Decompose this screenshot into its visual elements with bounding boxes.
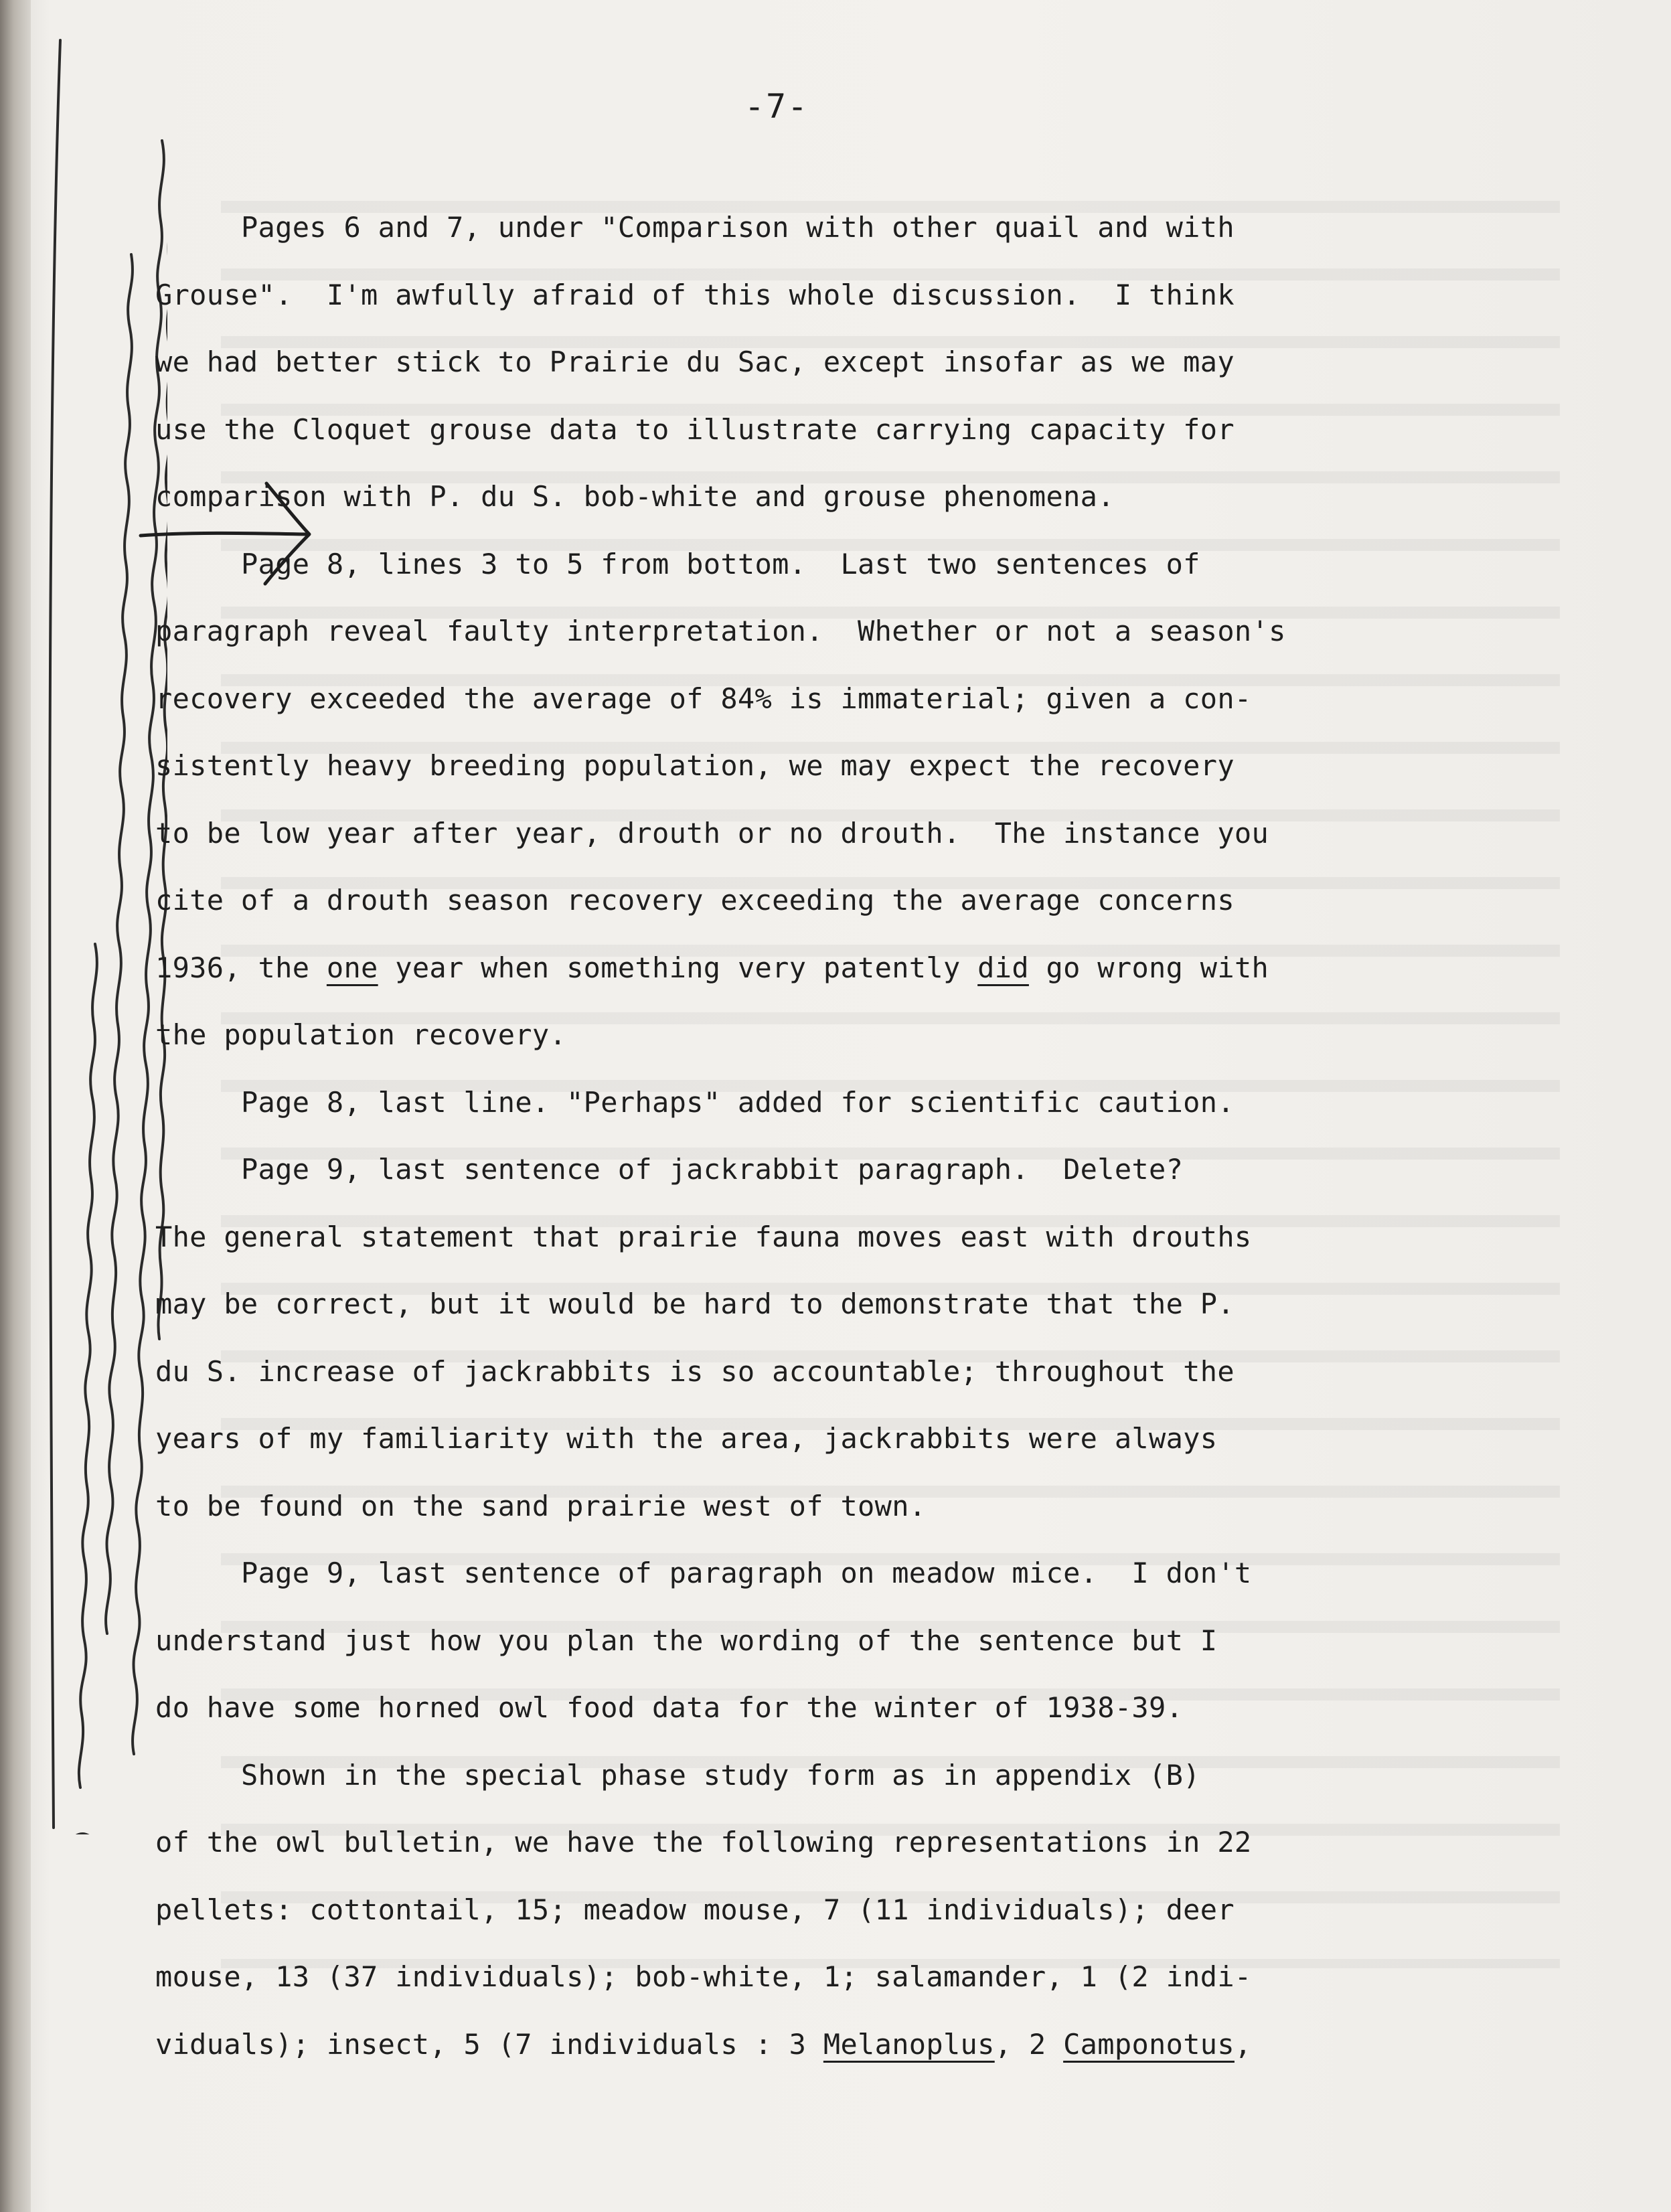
text-segment: go wrong with [1028, 951, 1269, 984]
underlined-word: one [326, 951, 378, 984]
underlined-word: Melanoplus [823, 2027, 995, 2061]
text-segment: use the Cloquet grouse data to illustrate carrying capacity for [155, 412, 1235, 446]
text-line [155, 1271, 1494, 1338]
text-segment: du S. increase of jackrabbits is so accountable; throughout the [155, 1354, 1235, 1388]
text-segment: the population recovery. [155, 1018, 567, 1051]
text-segment: sistently heavy breeding population, we may expect the recovery [155, 749, 1235, 782]
text-line [155, 665, 1494, 733]
text-segment: to be found on the sand prairie west of town. [155, 1489, 927, 1522]
text-line [155, 1136, 1494, 1204]
text-segment: Page 8, last line. "Perhaps" added for scientific caution. [240, 1085, 1235, 1119]
text-line [155, 531, 1494, 599]
text-line [155, 396, 1494, 464]
text-segment: Page 8, lines 3 to 5 from bottom. Last two sentences of [240, 547, 1200, 580]
text-segment: The general statement that prairie fauna moves east with drouths [155, 1220, 1252, 1253]
text-segment: may be correct, but it would be hard to demonstrate that the P. [155, 1287, 1235, 1320]
text-line [155, 1204, 1494, 1271]
text-line [155, 1674, 1494, 1742]
text-segment: we had better stick to Prairie du Sac, except insofar as we may [155, 345, 1235, 378]
text-line [155, 1405, 1494, 1473]
text-line [155, 598, 1494, 665]
text-line [155, 732, 1494, 800]
text-line [155, 1877, 1494, 1944]
text-segment: years of my familiarity with the area, jackrabbits were always [155, 1422, 1218, 1455]
text-segment: Page 9, last sentence of paragraph on meadow mice. I don't [240, 1557, 1252, 1589]
text-segment: comparison with P. du S. bob-white and grouse phenomena. [155, 480, 1115, 513]
underlined-word: did [977, 951, 1029, 984]
text-segment: understand just how you plan the wording of the sentence but I [155, 1624, 1218, 1657]
text-segment: pellets: cottontail, 15; meadow mouse, 7 (11 individuals); deer [155, 1893, 1235, 1926]
text-segment: mouse, 13 (37 individuals); bob-white, 1; salamander, 1 (2 indi- [155, 1960, 1252, 1993]
text-segment: paragraph reveal faulty interpretation. Whether or not a season's [155, 615, 1286, 647]
text-segment: 1936, the [155, 951, 327, 984]
text-segment: year when something very patently [378, 951, 978, 984]
text-line [155, 2011, 1494, 2079]
text-line [155, 1742, 1494, 1810]
page-number: -7- [744, 87, 809, 126]
text-segment: recovery exceeded the average of 84% is immaterial; given a con- [155, 682, 1252, 715]
typewritten-body [155, 194, 1494, 2078]
text-line [155, 463, 1494, 531]
text-line [155, 262, 1494, 329]
text-line [155, 935, 1494, 1002]
text-segment: cite of a drouth season recovery exceeding the average concerns [155, 884, 1235, 917]
text-line [155, 867, 1494, 935]
text-line [155, 1607, 1494, 1675]
text-segment: to be low year after year, drouth or no drouth. The instance you [155, 816, 1269, 850]
text-segment: viduals); insect, 5 (7 individuals : 3 [155, 2027, 823, 2061]
handwritten-margin-note [33, 13, 167, 1834]
underlined-word: Camponotus [1063, 2027, 1235, 2061]
text-line [155, 329, 1494, 396]
binding-edge [0, 0, 31, 2212]
text-segment: Shown in the special phase study form as in appendix (B) [240, 1758, 1200, 1792]
text-line [155, 1473, 1494, 1540]
text-line [155, 800, 1494, 868]
text-segment: Pages 6 and 7, under "Comparison with other quail and with [240, 211, 1235, 244]
text-line [155, 1338, 1494, 1406]
text-line [155, 1069, 1494, 1137]
text-line [155, 1002, 1494, 1069]
text-segment: do have some horned owl food data for the winter of 1938-39. [155, 1691, 1184, 1724]
text-segment: Grouse". I'm awfully afraid of this whole discussion. I think [155, 278, 1235, 311]
text-segment: Page 9, last sentence of jackrabbit paragraph. Delete? [240, 1153, 1184, 1186]
text-line [155, 194, 1494, 262]
text-segment: of the owl bulletin, we have the following representations in 22 [155, 1826, 1252, 1859]
text-line [155, 1540, 1494, 1607]
text-line [155, 1944, 1494, 2011]
text-line [155, 1809, 1494, 1877]
text-segment: , 2 [994, 2027, 1064, 2061]
text-segment: , [1234, 2027, 1252, 2061]
